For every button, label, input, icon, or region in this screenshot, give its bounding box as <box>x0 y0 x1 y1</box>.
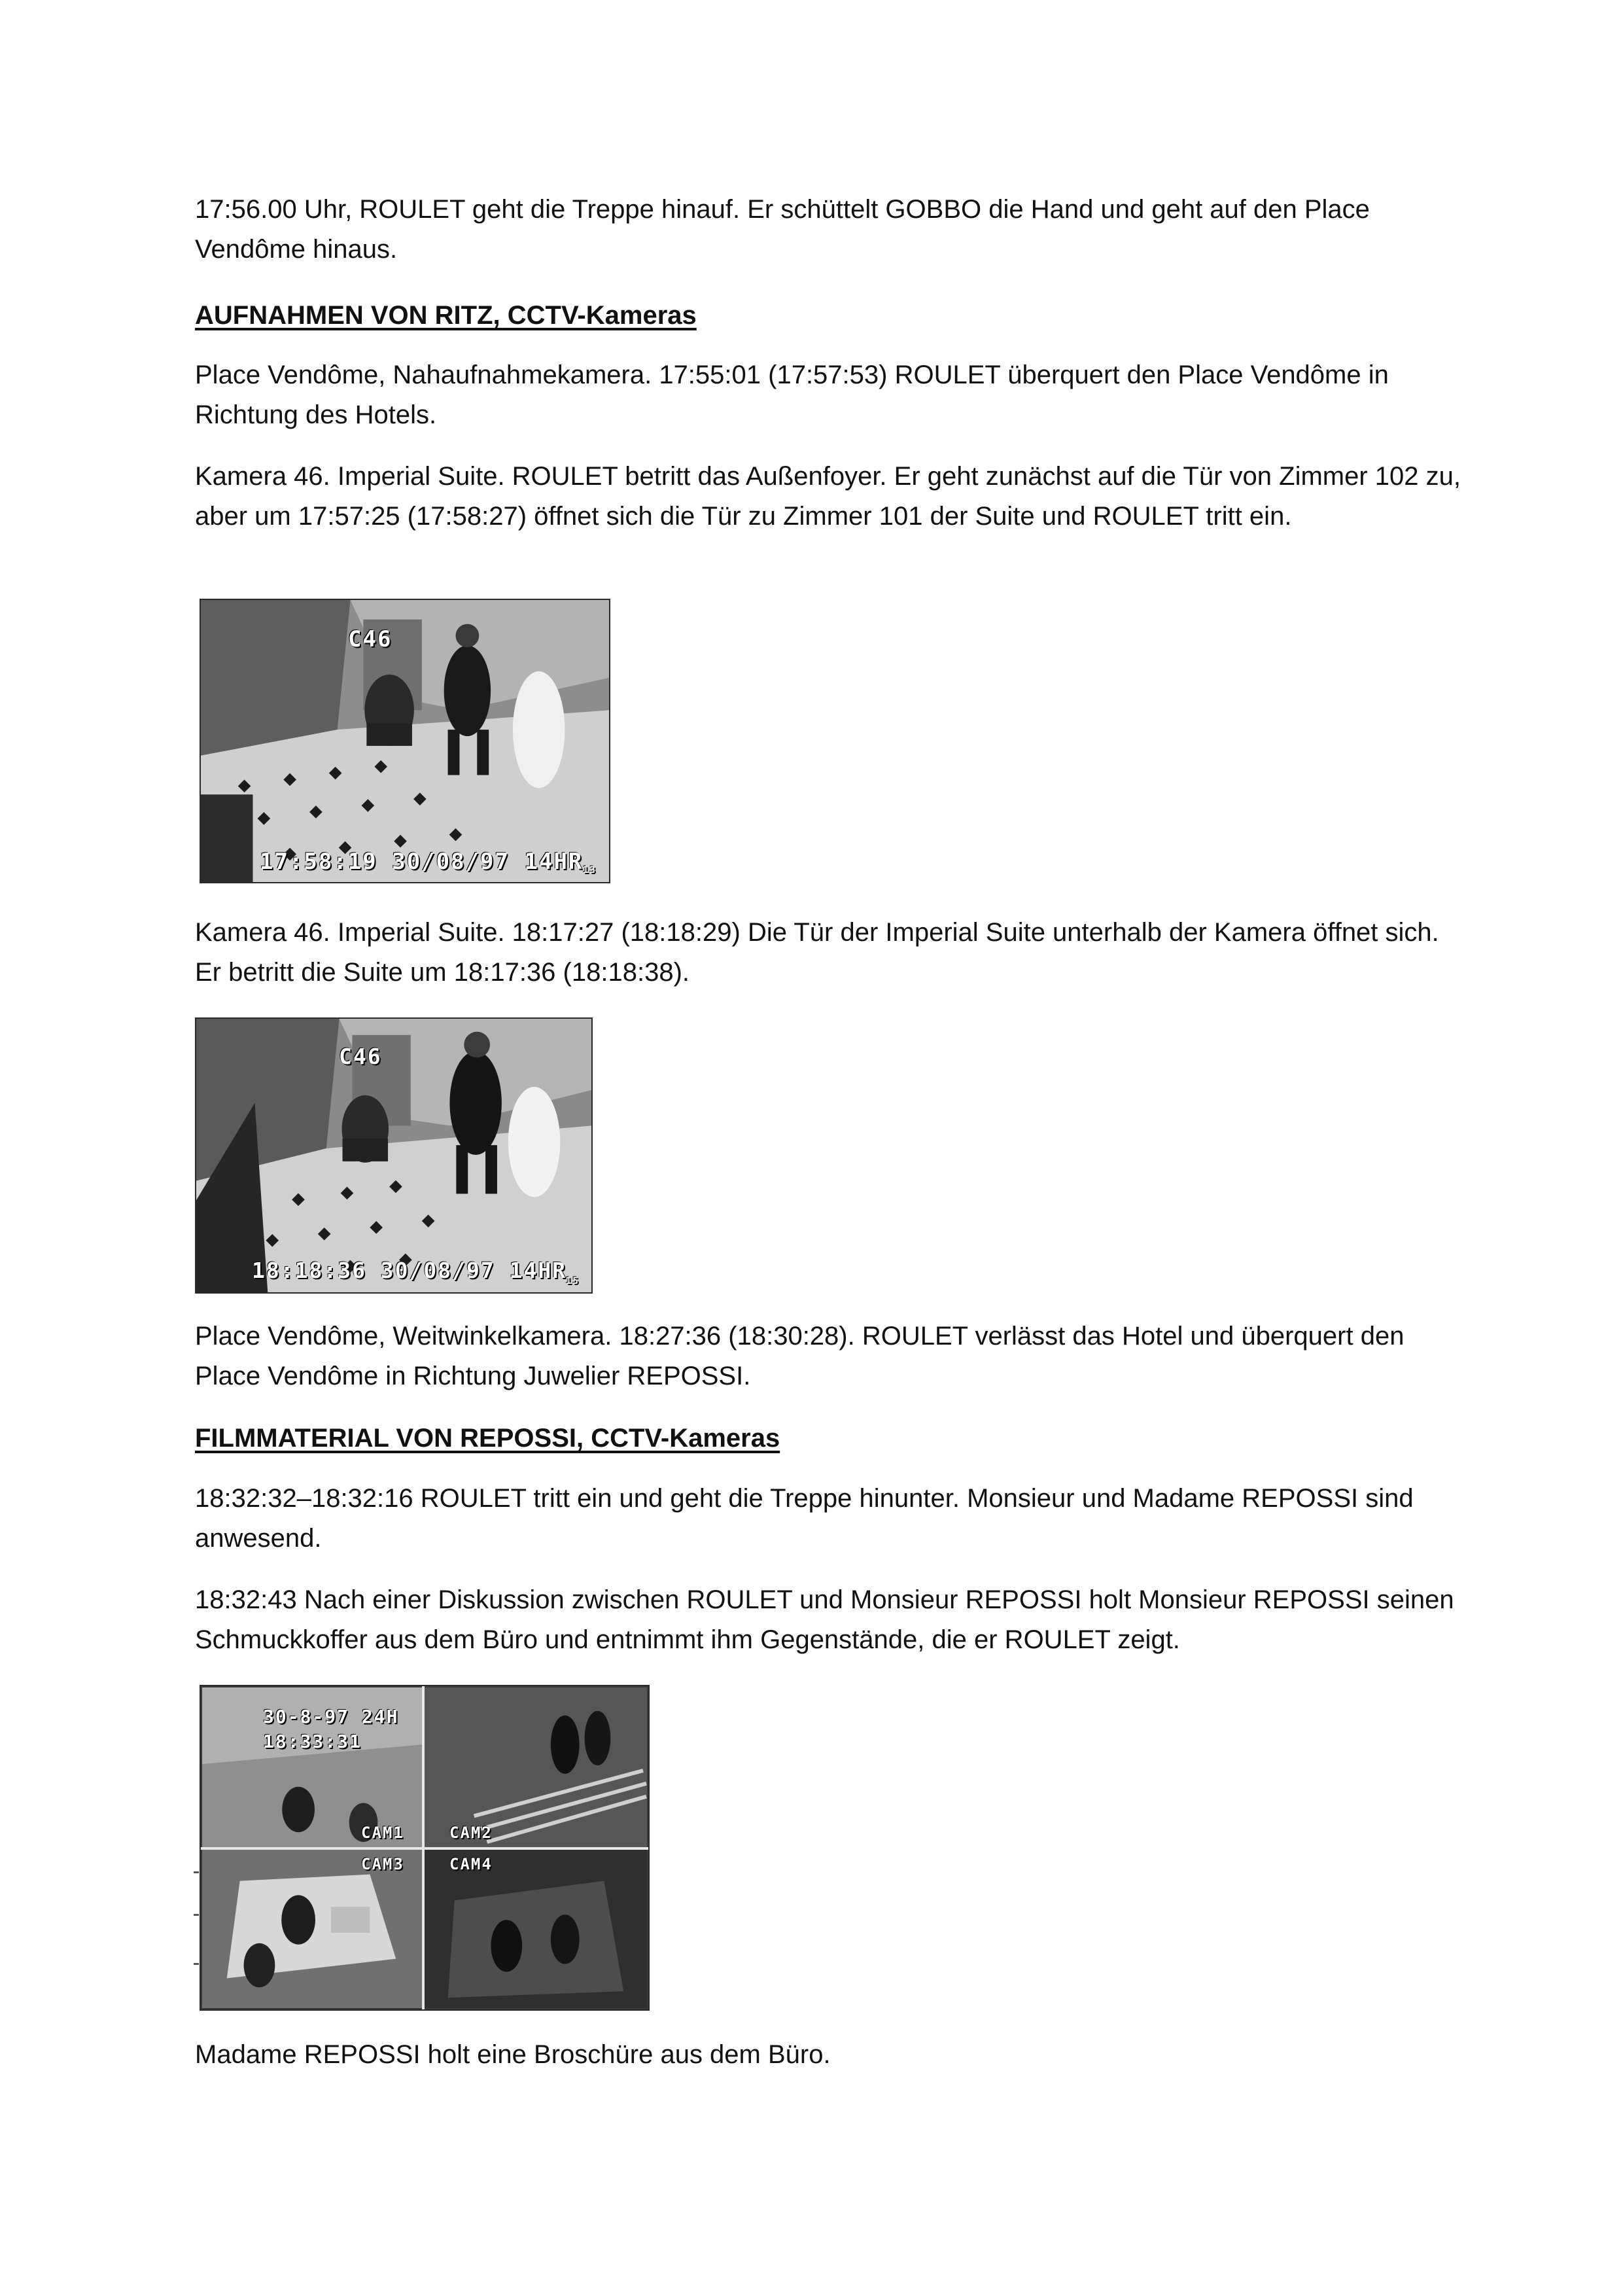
frame-number: 13 <box>583 865 597 875</box>
cam1-label: CAM1 <box>361 1824 404 1842</box>
cctv-timestamp: 17:58:19 30/08/97 14HR <box>260 849 584 875</box>
paragraph-repossi-enter: 18:32:32–18:32:16 ROULET tritt ein und geht die Treppe hinunter. Monsieur und Madame REPOSSI sind anwesend. <box>195 1484 1414 1553</box>
paragraph-brochure: Madame REPOSSI holt eine Broschüre aus dem Büro. <box>195 2040 831 2069</box>
section-heading-repossi: FILMMATERIAL VON REPOSSI, CCTV-Kameras <box>195 1424 780 1453</box>
scan-artifact-mark <box>194 1914 199 1916</box>
cctv-scene-graphic <box>201 600 609 882</box>
cctv-still-camera46-first <box>200 599 610 883</box>
paragraph-roulet-stairs: 17:56.00 Uhr, ROULET geht die Treppe hinauf. Er schüttelt GOBBO die Hand und geht auf den Place Vendôme hinaus. <box>195 195 1370 264</box>
paragraph-place-vendome-closeup: Place Vendôme, Nahaufnahmekamera. 17:55:01 (17:57:53) ROULET überquert den Place Vendôme in Richtung des Hotels. <box>195 361 1389 429</box>
paragraph-repossi-discussion: 18:32:43 Nach einer Diskussion zwischen ROULET und Monsieur REPOSSI holt Monsieur REPOSSI seinen Schmuckkoffer aus dem Büro und entnimmt ihm Gegenstände, die er ROULET zeigt. <box>195 1585 1454 1654</box>
quad-time: 18:33:31 <box>263 1731 362 1752</box>
cctv-quad-view-repossi <box>200 1685 650 2011</box>
cam2-label: CAM2 <box>449 1824 493 1842</box>
cam4-label: CAM4 <box>449 1855 493 1873</box>
paragraph-camera46-entry: Kamera 46. Imperial Suite. ROULET betritt das Außenfoyer. Er geht zunächst auf die Tür von Zimmer 102 zu, aber um 17:57:25 (17:58:27) öffnet sich die Tür zu Zimmer 101 der Suite und ROULET tritt ein. <box>195 462 1461 531</box>
cctv-timestamp: 18:18:36 30/08/97 14HR <box>252 1258 567 1283</box>
cctv-still-camera46-second <box>195 1017 593 1294</box>
cam3-label: CAM3 <box>361 1855 404 1873</box>
quad-date: 30-8-97 24H <box>263 1706 399 1727</box>
paragraph-weitwinkel-camera: Place Vendôme, Weitwinkelkamera. 18:27:36 (18:30:28). ROULET verlässt das Hotel und überquert den Place Vendôme in Richtung Juwelier REPOSSI. <box>195 1322 1405 1390</box>
paragraph-camera46-door: Kamera 46. Imperial Suite. 18:17:27 (18:18:29) Die Tür der Imperial Suite unterhalb der Kamera öffnet sich. Er betritt die Suite um 18:17:36 (18:18:38). <box>195 918 1439 987</box>
section-heading-ritz: AUFNAHMEN VON RITZ, CCTV-Kameras <box>195 301 697 330</box>
camera-label: C46 <box>339 1044 382 1069</box>
scan-artifact-mark <box>194 1963 199 1965</box>
cctv-scene-graphic <box>196 1019 591 1292</box>
frame-number: 15 <box>566 1276 580 1286</box>
scan-artifact-mark <box>194 1871 199 1873</box>
camera-label: C46 <box>348 626 393 652</box>
